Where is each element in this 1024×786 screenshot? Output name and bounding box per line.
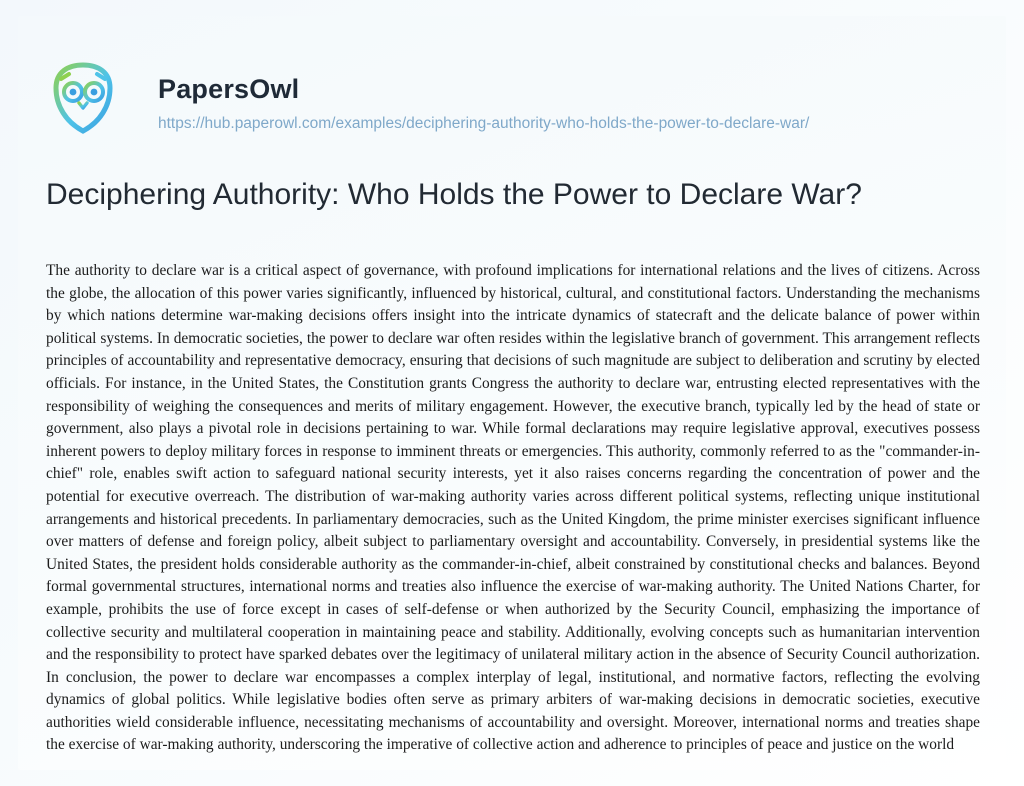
page-title: Deciphering Authority: Who Holds the Power to Declare War? xyxy=(46,178,862,211)
source-url[interactable]: https://hub.paperowl.com/examples/deciphering-authority-who-holds-the-power-to-declare-war/ xyxy=(158,115,810,132)
brand-name: PapersOwl xyxy=(158,74,300,104)
owl-logo-icon xyxy=(48,62,118,134)
article-body: The authority to declare war is a critical aspect of governance, with profound implications for international relations and the lives of citizens. Across the globe, the allocation of this power varies significantly, influenced by historical, cultural, and constitutional factors. Understanding the mechanisms by which nations determine war-making decisions offers insight into the intricate dynamics of statecraft and the delicate balance of power within political systems. In democratic societies, the power to declare war often resides within the legislative branch of government. This arrangement reflects principles of accountability and representative democracy, ensuring that decisions of such magnitude are subject to deliberation and scrutiny by elected officials. For instance, in the United States, the Constitution grants Congress the authority to declare war, entrusting elected representatives with the responsibility of weighing the consequences and merits of military engagement. However, the executive branch, typically led by the head of state or government, also plays a pivotal role in decisions pertaining to war. While formal declarations may require legislative approval, executives possess inherent powers to deploy military forces in response to imminent threats or emergencies. This authority, commonly referred to as the "commander-in-chief" role, enables swift action to safeguard national security interests, yet it also raises concerns regarding the concentration of power and the potential for executive overreach. The distribution of war-making authority varies across different political systems, reflecting unique institutional arrangements and historical precedents. In parliamentary democracies, such as the United Kingdom, the prime minister exercises significant influence over matters of defense and foreign policy, albeit subject to parliamentary oversight and accountability. Conversely, in presidential systems like the United States, the president holds considerable authority as the commander-in-chief, albeit constrained by constitutional checks and balances. Beyond formal governmental structures, international norms and treaties also influence the exercise of war-making authority. The United Nations Charter, for example, prohibits the use of force except in cases of self-defense or when authorized by the Security Council, emphasizing the importance of collective security and multilateral cooperation in maintaining peace and stability. Additionally, evolving concepts such as humanitarian intervention and the responsibility to protect have sparked debates over the legitimacy of unilateral military action in the absence of Security Council authorization. In conclusion, the power to declare war encompasses a complex interplay of legal, institutional, and normative factors, reflecting the evolving dynamics of global politics. While legislative bodies often serve as primary arbiters of war-making decisions in democratic societies, executive authorities wield considerable influence, necessitating mechanisms of accountability and oversight. Moreover, international norms and treaties shape the exercise of war-making authority, underscoring the imperative of collective action and adherence to principles of peace and justice on the world xyxy=(46,262,980,754)
document-sheet xyxy=(18,16,1006,770)
site-header xyxy=(48,60,966,150)
